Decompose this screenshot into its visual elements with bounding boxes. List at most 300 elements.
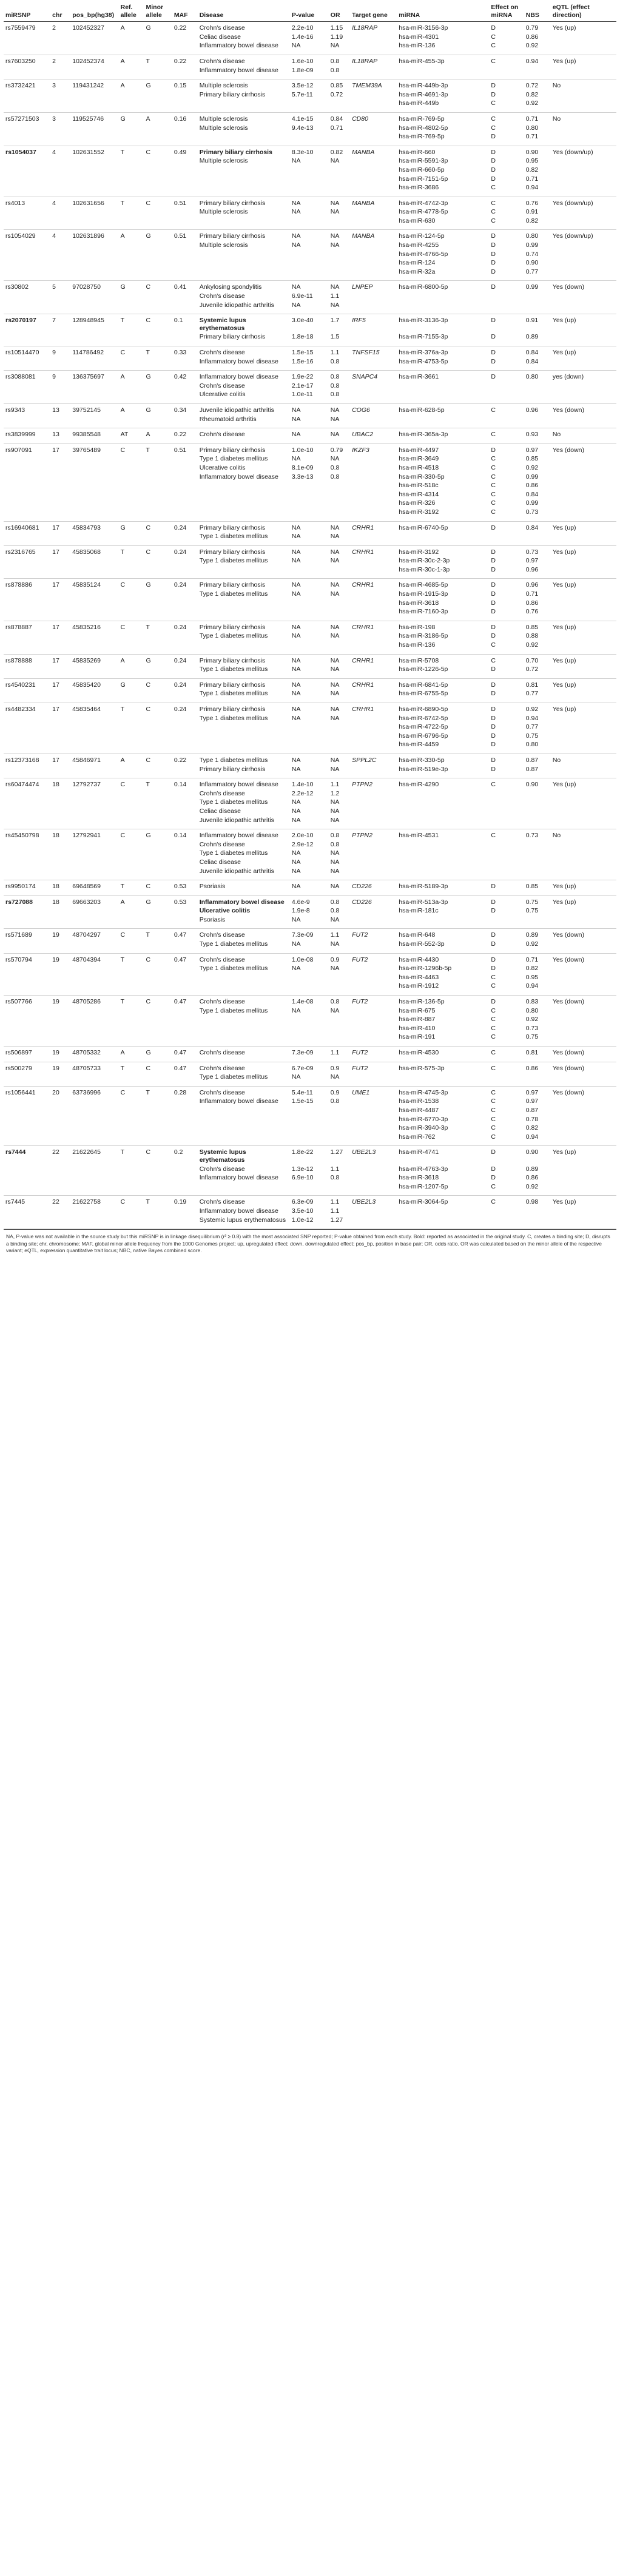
table-row (4, 1015, 616, 1024)
empty-cell (70, 867, 118, 880)
empty-cell (329, 565, 350, 579)
empty-cell (4, 732, 50, 741)
empty-cell (119, 1182, 144, 1196)
empty-cell (172, 473, 198, 482)
eqtl-cell (551, 906, 616, 915)
empty-cell (4, 1073, 50, 1086)
disease-cell: Type 1 diabetes mellitus (199, 455, 268, 463)
mirna-cell: hsa-miR-330-5p (399, 473, 445, 480)
snp-cell: rs12373168 (5, 756, 39, 764)
empty-cell (489, 1073, 524, 1086)
maf-cell: 0.34 (174, 406, 187, 414)
disease-cell: Multiple sclerosis (199, 241, 248, 249)
empty-cell (119, 1097, 144, 1106)
effect-cell: C (491, 482, 496, 490)
empty-cell (144, 1106, 172, 1115)
effect-cell: D (491, 232, 496, 240)
minor-allele-cell: T (146, 57, 150, 65)
empty-cell (4, 565, 50, 579)
empty-cell (144, 665, 172, 678)
empty-cell (290, 499, 329, 508)
empty-cell (4, 940, 50, 953)
effect-cell: D (491, 706, 496, 713)
empty-cell (50, 258, 70, 268)
mirna-cell: hsa-miR-3649 (399, 455, 439, 463)
empty-cell (119, 665, 144, 678)
target-gene-cell: IRF5 (352, 317, 366, 325)
mirna-cell: hsa-miR-330-5p (399, 756, 445, 764)
effect-cell: D (489, 132, 524, 146)
empty-cell (144, 33, 172, 42)
nbs-cell: 0.96 (525, 406, 539, 414)
empty-cell (4, 798, 50, 807)
effect-cell: D (491, 90, 496, 98)
empty-cell (50, 1106, 70, 1115)
empty-cell (50, 157, 70, 166)
nbs-cell: 0.86 (525, 482, 539, 490)
empty-cell (172, 798, 198, 807)
p-value-cell: NA (291, 632, 301, 640)
empty-cell (4, 301, 50, 314)
disease-cell: Systemic lupus erythematosus (199, 1148, 246, 1164)
p-value-cell: 4.1e-15 (291, 115, 314, 123)
empty-cell (551, 816, 616, 829)
empty-cell (4, 1106, 50, 1115)
empty-cell (524, 1207, 551, 1216)
empty-cell (172, 490, 198, 499)
p-value-cell: 1.8e-22 (291, 1148, 314, 1156)
table-row (4, 230, 616, 241)
or-cell: 0.82 (330, 148, 343, 156)
mirna-cell: hsa-miR-449b (397, 99, 489, 112)
or-cell: NA (329, 880, 350, 896)
empty-cell (144, 973, 172, 982)
disease-cell: Primary biliary cirrhosis (199, 90, 266, 98)
empty-cell (70, 258, 118, 268)
empty-cell (350, 816, 397, 829)
table-row (4, 996, 616, 1006)
eqtl-cell (551, 241, 616, 250)
eqtl-cell (551, 1115, 616, 1124)
chr-cell: 18 (50, 880, 70, 896)
snp-cell: rs506897 (4, 1047, 50, 1062)
empty-cell (172, 689, 198, 703)
nbs-cell: 0.89 (525, 931, 539, 939)
empty-cell (329, 1133, 350, 1146)
empty-cell (144, 1073, 172, 1086)
empty-cell (397, 390, 489, 403)
nbs-cell: 0.87 (525, 1106, 539, 1114)
empty-cell (4, 665, 50, 678)
effect-cell: D (491, 1165, 496, 1173)
effect-cell: D (491, 1148, 496, 1156)
table-row (4, 1124, 616, 1133)
empty-cell (172, 66, 198, 79)
p-value-cell: 1.5e-16 (290, 357, 329, 371)
nbs-cell: 0.90 (525, 781, 539, 789)
eqtl-cell (551, 250, 616, 259)
empty-cell (172, 508, 198, 521)
target-gene-cell: PTPN2 (352, 832, 372, 840)
empty-cell (198, 641, 290, 654)
chr-cell: 22 (52, 1148, 59, 1156)
mirna-cell: hsa-miR-3156-3p (399, 24, 448, 32)
pos-cell: 136375697 (72, 373, 104, 381)
p-value-cell: 2.0e-10 (291, 832, 314, 840)
or-cell: 0.8 (330, 898, 340, 906)
table-row (4, 55, 616, 66)
ref-allele-cell: T (120, 148, 125, 156)
effect-cell: C (491, 406, 496, 414)
target-gene-cell: CD226 (352, 898, 372, 906)
maf-cell: 0.1 (174, 317, 183, 325)
nbs-cell: 0.78 (525, 1115, 539, 1123)
empty-cell (290, 268, 329, 281)
target-gene-cell: CRHR1 (352, 681, 374, 689)
p-value-cell: NA (291, 849, 301, 857)
pos-cell: 102631552 (72, 148, 104, 156)
chr-cell: 19 (52, 1064, 59, 1072)
pos-cell: 48704394 (72, 956, 101, 963)
minor-allele-cell: C (146, 681, 151, 689)
empty-cell (119, 840, 144, 849)
empty-cell (4, 33, 50, 42)
empty-cell (144, 99, 172, 112)
minor-allele-cell: C (146, 524, 151, 531)
nbs-cell: 0.92 (525, 464, 539, 471)
empty-cell (50, 964, 70, 973)
table-row (4, 867, 616, 880)
effect-cell: C (491, 1064, 496, 1072)
minor-allele-cell: C (146, 756, 151, 764)
table-row (4, 816, 616, 829)
disease-cell: Primary biliary cirrhosis (198, 765, 290, 778)
empty-cell (524, 789, 551, 798)
disease-cell: Primary biliary cirrhosis (199, 681, 266, 689)
disease-cell: Inflammatory bowel disease (198, 357, 290, 371)
empty-cell (144, 1173, 172, 1182)
snp-cell: rs60474474 (5, 781, 39, 789)
empty-cell (119, 157, 144, 166)
eqtl-cell: Yes (up) (552, 1148, 576, 1156)
ref-allele-cell: C (120, 931, 126, 939)
p-value-cell: 3.3e-13 (291, 473, 314, 480)
empty-cell (70, 689, 118, 703)
empty-cell (172, 599, 198, 608)
empty-cell (50, 166, 70, 175)
empty-cell (350, 1207, 397, 1216)
empty-cell (119, 241, 144, 250)
empty-cell (172, 964, 198, 973)
eqtl-cell (551, 357, 616, 371)
disease-cell: Inflammatory bowel disease (199, 781, 278, 789)
empty-cell (172, 481, 198, 490)
or-cell: 0.8 (329, 357, 350, 371)
empty-cell (50, 490, 70, 499)
nbs-cell: 0.75 (524, 1033, 551, 1046)
eqtl-cell: No (551, 428, 616, 444)
mirna-cell: hsa-miR-7160-3p (397, 607, 489, 621)
p-value-cell: 1.0e-12 (290, 1216, 329, 1229)
empty-cell (119, 798, 144, 807)
eqtl-cell: Yes (up) (552, 1198, 576, 1206)
empty-cell (4, 1216, 50, 1229)
target-gene-cell: TNFSF15 (352, 349, 380, 356)
empty-cell (172, 867, 198, 880)
disease-cell: Primary biliary cirrhosis (198, 332, 290, 346)
nbs-cell: 0.95 (525, 973, 539, 981)
table-row (4, 41, 616, 55)
empty-cell (329, 1024, 350, 1033)
empty-cell (50, 207, 70, 217)
empty-cell (119, 258, 144, 268)
effect-cell: C (491, 455, 496, 463)
snp-cell: rs907091 (5, 446, 32, 454)
maf-cell: 0.33 (174, 349, 187, 356)
empty-cell (198, 508, 290, 521)
p-value-cell: NA (291, 706, 301, 713)
snp-cell: rs16940681 (5, 524, 39, 531)
table-row (4, 915, 616, 929)
pos-cell: 114786492 (72, 349, 104, 356)
empty-cell (290, 740, 329, 754)
table-row (4, 982, 616, 995)
empty-cell (4, 1097, 50, 1106)
empty-cell (4, 454, 50, 464)
empty-cell (70, 382, 118, 391)
table-row (4, 840, 616, 849)
empty-cell (4, 481, 50, 490)
empty-cell (144, 66, 172, 79)
table-row (4, 1033, 616, 1046)
table-row (4, 765, 616, 778)
mirna-cell: hsa-miR-769-5p (399, 115, 445, 123)
ref-allele-cell: T (120, 998, 125, 1006)
disease-cell: Crohn's disease (199, 1165, 245, 1173)
or-cell: 1.1 (330, 349, 340, 356)
minor-allele-cell: C (146, 956, 151, 963)
disease-cell: Crohn's disease (199, 840, 245, 848)
empty-cell (290, 1024, 329, 1033)
nbs-cell: 0.97 (525, 1088, 539, 1096)
eqtl-cell (551, 590, 616, 599)
empty-cell (172, 532, 198, 545)
empty-cell (290, 490, 329, 499)
effect-cell: D (491, 723, 496, 731)
empty-cell (350, 292, 397, 301)
p-value-cell: 3.0e-40 (291, 317, 314, 325)
nbs-cell: 0.75 (525, 732, 539, 740)
empty-cell (144, 207, 172, 217)
empty-cell (350, 723, 397, 732)
mirna-cell: hsa-miR-455-3p (399, 57, 445, 65)
empty-cell (551, 867, 616, 880)
empty-cell (144, 1033, 172, 1046)
p-value-cell: 1.5e-15 (291, 1097, 314, 1105)
table-row (4, 973, 616, 982)
table-row (4, 829, 616, 840)
nbs-cell: 0.97 (525, 1097, 539, 1105)
empty-cell (50, 250, 70, 259)
p-value-cell: 1.4e-08 (291, 998, 314, 1006)
eqtl-cell (551, 332, 616, 346)
or-cell: NA (330, 199, 340, 207)
empty-cell (350, 268, 397, 281)
maf-cell: 0.47 (172, 1047, 198, 1062)
disease-cell: Type 1 diabetes mellitus (198, 940, 290, 953)
table-row (4, 346, 616, 357)
mirna-cell: hsa-miR-4685-5p (399, 581, 448, 589)
minor-allele-cell: G (146, 898, 151, 906)
empty-cell (119, 565, 144, 579)
or-cell: NA (329, 689, 350, 703)
disease-cell: Multiple sclerosis (199, 82, 248, 90)
empty-cell (198, 1124, 290, 1133)
eqtl-cell: Yes (up) (552, 781, 576, 789)
or-cell: NA (329, 765, 350, 778)
empty-cell (70, 599, 118, 608)
effect-cell: D (491, 632, 496, 640)
empty-cell (172, 765, 198, 778)
eqtl-cell (551, 714, 616, 723)
pos-cell: 48704297 (72, 931, 101, 939)
empty-cell (350, 390, 397, 403)
empty-cell (119, 732, 144, 741)
empty-cell (70, 858, 118, 867)
eqtl-cell (551, 1033, 616, 1046)
empty-cell (489, 915, 524, 929)
maf-cell: 0.16 (174, 115, 187, 123)
empty-cell (350, 1182, 397, 1196)
snp-cell: rs2070197 (5, 317, 36, 325)
table-row (4, 703, 616, 714)
empty-cell (70, 90, 118, 99)
nbs-cell: 0.80 (525, 232, 539, 240)
disease-cell: Primary biliary cirrhosis (199, 524, 266, 531)
target-gene-cell: IL18RAP (352, 24, 378, 32)
empty-cell (70, 807, 118, 816)
p-value-cell: 5.7e-11 (291, 90, 313, 98)
empty-cell (329, 1115, 350, 1124)
nbs-cell: 0.94 (524, 1133, 551, 1146)
snp-cell: rs4540231 (5, 681, 36, 689)
table-row (4, 1173, 616, 1182)
chr-cell: 17 (52, 656, 59, 664)
maf-cell: 0.22 (174, 57, 187, 65)
chr-cell: 19 (52, 931, 59, 939)
effect-cell: D (491, 907, 496, 915)
disease-cell: Inflammatory bowel disease (199, 1207, 278, 1215)
eqtl-cell (551, 207, 616, 217)
eqtl-cell: Yes (down/up) (552, 199, 593, 207)
empty-cell (144, 499, 172, 508)
empty-cell (329, 217, 350, 230)
empty-cell (70, 175, 118, 184)
empty-cell (198, 982, 290, 995)
table-row (4, 521, 616, 532)
empty-cell (50, 714, 70, 723)
mirna-cell: hsa-miR-30c-2-3p (399, 557, 450, 565)
p-value-cell: NA (291, 858, 301, 866)
empty-cell (4, 382, 50, 391)
empty-cell (50, 292, 70, 301)
empty-cell (4, 915, 50, 929)
p-value-cell: NA (290, 915, 329, 929)
mirna-cell: hsa-miR-4722-5p (399, 723, 448, 731)
empty-cell (350, 665, 397, 678)
snp-cell: rs9950174 (4, 880, 50, 896)
ref-allele-cell: C (120, 349, 126, 356)
empty-cell (144, 556, 172, 565)
empty-cell (119, 33, 144, 42)
mirna-cell: hsa-miR-191 (397, 1033, 489, 1046)
column-header: Disease (198, 2, 290, 22)
effect-cell: C (491, 1097, 496, 1105)
empty-cell (489, 66, 524, 79)
empty-cell (119, 599, 144, 608)
empty-cell (144, 714, 172, 723)
table-row (4, 508, 616, 521)
empty-cell (172, 1173, 198, 1182)
table-footnote: NA, P-value was not available in the source study but this miRSNP is in linkage disequilibrium (r² ≥ 0.8) with the most associated SNP reported; P-value obtained from each study. Bold: reported as associated in the original study. C, creates a binding site; D, disrupts a binding site; chr, chromosome; MAF, global minor allele frequency from the 1000 Genomes project; up, upregulated effect; down, downregulated effect; pos_bp, position in base pair; OR, odds ratio. OR was calculated based on the minor allele of the respective variant; eQTL, expression quantitative trait locus; NBC, native Bayes combined score. (4, 1229, 616, 1254)
empty-cell (144, 858, 172, 867)
eqtl-cell: Yes (up) (552, 656, 576, 664)
nbs-cell: 0.92 (525, 706, 539, 713)
column-header: chr (50, 2, 70, 22)
target-gene-cell: FUT2 (352, 931, 368, 939)
empty-cell (172, 99, 198, 112)
empty-cell (70, 292, 118, 301)
empty-cell (524, 807, 551, 816)
empty-cell (144, 607, 172, 621)
chr-cell: 13 (52, 406, 59, 414)
table-row (4, 1097, 616, 1106)
empty-cell (350, 258, 397, 268)
empty-cell (4, 532, 50, 545)
empty-cell (119, 532, 144, 545)
empty-cell (119, 124, 144, 133)
or-cell: NA (329, 816, 350, 829)
empty-cell (70, 840, 118, 849)
ref-allele-cell: T (120, 706, 125, 713)
empty-cell (4, 840, 50, 849)
maf-cell: 0.22 (174, 24, 187, 32)
empty-cell (119, 1006, 144, 1016)
column-header: NBS (524, 2, 551, 22)
mirna-cell: hsa-miR-365a-3p (397, 428, 489, 444)
empty-cell (144, 840, 172, 849)
mirna-cell: hsa-miR-660 (399, 148, 436, 156)
empty-cell (50, 1207, 70, 1216)
mirna-cell: hsa-miR-181c (399, 907, 439, 915)
empty-cell (198, 99, 290, 112)
empty-cell (198, 565, 290, 579)
p-value-cell: NA (291, 157, 301, 165)
target-gene-cell: COG6 (352, 406, 370, 414)
empty-cell (172, 217, 198, 230)
maf-cell: 0.14 (174, 832, 187, 840)
target-gene-cell: IKZF3 (352, 446, 369, 454)
mirna-cell: hsa-miR-1912 (397, 982, 489, 995)
empty-cell (4, 765, 50, 778)
empty-cell (551, 292, 616, 301)
empty-cell (70, 217, 118, 230)
disease-cell: Inflammatory bowel disease (199, 473, 278, 480)
nbs-cell: 0.86 (525, 1174, 539, 1182)
empty-cell (119, 268, 144, 281)
p-value-cell: NA (291, 590, 301, 598)
target-gene-cell: FUT2 (352, 1064, 368, 1072)
